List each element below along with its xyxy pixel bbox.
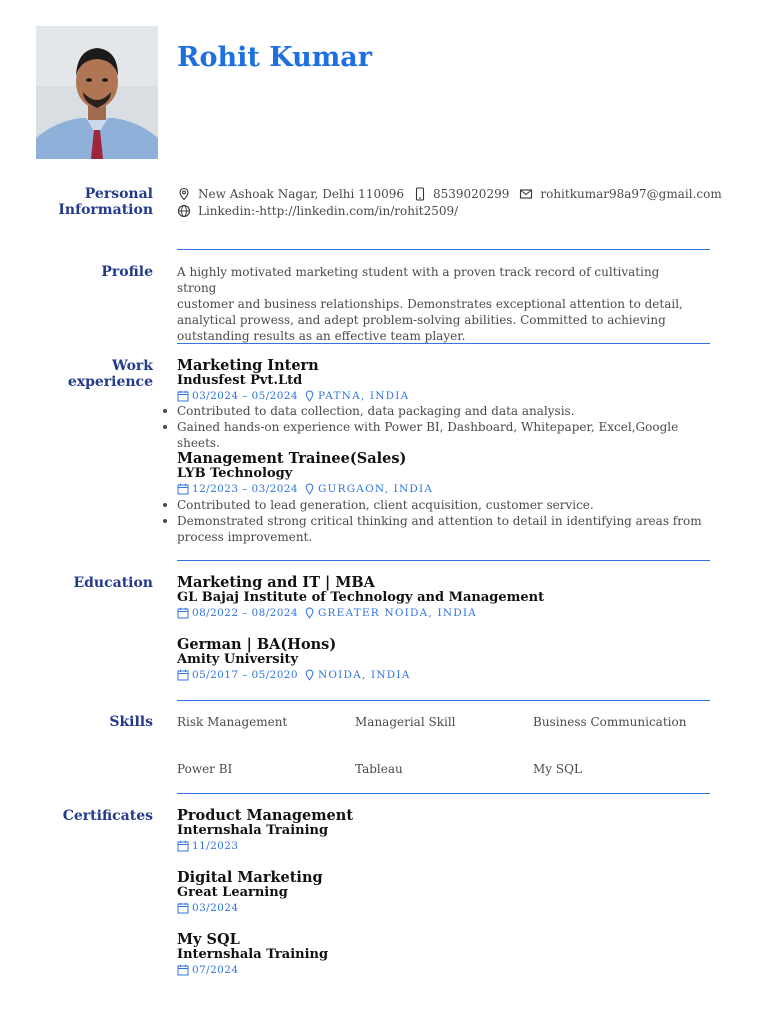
skill-item: Tableau: [355, 762, 403, 776]
section-label-work-line2: experience: [67, 374, 153, 390]
certificate-meta: [177, 839, 238, 853]
education-degree: Marketing and IT | MBA: [177, 574, 375, 591]
section-label-skills: Skills: [109, 714, 153, 730]
profile-line: analytical prowess, and adept problem-solving abilities. Committed to achieving: [177, 313, 666, 327]
section-label-personal: [58, 186, 153, 218]
section-label-certificates: Certificates: [62, 808, 153, 824]
skill-item: My SQL: [533, 762, 582, 776]
certificate-meta: [177, 901, 238, 915]
contact-line-1: [177, 186, 722, 202]
certificate-name: Digital Marketing: [177, 869, 323, 886]
certificate-issuer: Internshala Training: [177, 823, 329, 838]
globe-icon: [177, 204, 191, 218]
skill-item: Managerial Skill: [355, 715, 456, 729]
job-company: LYB Technology: [177, 466, 293, 481]
section-label-work-line1: Work: [112, 358, 153, 374]
profile-summary: [177, 264, 697, 344]
profile-line: customer and business relationships. Demonstrates exceptional attention to detail,: [177, 297, 683, 311]
section-divider: [177, 700, 710, 701]
section-divider: [177, 343, 710, 344]
list-item: Gained hands-on experience with Power BI, Dashboard, Whitepaper, Excel,Google sheets.: [163, 419, 703, 451]
section-label-education: Education: [73, 575, 153, 591]
calendar-icon: [177, 483, 189, 495]
job-dates: 12/2023 – 03/2024: [192, 483, 298, 495]
education-dates: 08/2022 – 08/2024: [192, 607, 298, 619]
linkedin-text: Linkedin:-http://linkedin.com/in/rohit2509/: [198, 204, 459, 218]
certificate-date: 11/2023: [192, 840, 239, 852]
profile-line: outstanding results as an effective team player.: [177, 329, 466, 343]
calendar-icon: [177, 607, 189, 619]
section-label-work: [68, 358, 153, 390]
list-item-continuation: process improvement.: [177, 530, 313, 544]
education-location: NOIDA, INDIA: [317, 669, 411, 681]
certificate-meta: [177, 963, 238, 977]
skill-item: Risk Management: [177, 715, 288, 729]
education-degree: German | BA(Hons): [177, 636, 337, 653]
job-location: PATNA, INDIA: [317, 390, 410, 402]
phone-text: 8539020299: [433, 187, 510, 201]
education-location: GREATER NOIDA, INDIA: [317, 607, 477, 619]
address-text: New Ashoak Nagar, Delhi 110096: [198, 187, 404, 201]
calendar-icon: [177, 964, 189, 976]
job-location: GURGAON, INDIA: [317, 483, 434, 495]
skill-item: Power BI: [177, 762, 233, 776]
list-item: Demonstrated strong critical thinking and attention to detail in identifying areas from: [163, 513, 703, 529]
section-divider: [177, 249, 710, 250]
location-pin-icon: [304, 669, 315, 681]
location-pin-icon: [177, 187, 191, 201]
job-meta: [177, 389, 409, 403]
profile-photo: [36, 26, 158, 159]
certificate-issuer: Great Learning: [177, 885, 288, 900]
resume-name: Rohit Kumar: [177, 42, 372, 73]
section-divider: [177, 793, 710, 794]
skill-item: Business Communication: [533, 715, 687, 729]
education-school: GL Bajaj Institute of Technology and Management: [177, 590, 545, 605]
calendar-icon: [177, 390, 189, 402]
job-title: Marketing Intern: [177, 357, 319, 374]
job-meta: [177, 482, 433, 496]
location-pin-icon: [304, 390, 315, 402]
job-dates: 03/2024 – 05/2024: [192, 390, 298, 402]
email-text: rohitkumar98a97@gmail.com: [540, 187, 722, 201]
certificate-date: 07/2024: [192, 964, 239, 976]
contact-line-2: [177, 203, 458, 219]
calendar-icon: [177, 840, 189, 852]
job-company: Indusfest Pvt.Ltd: [177, 373, 303, 388]
certificate-date: 03/2024: [192, 902, 239, 914]
section-label-personal-line1: Personal: [84, 186, 153, 202]
certificate-issuer: Internshala Training: [177, 947, 329, 962]
certificate-name: Product Management: [177, 807, 354, 824]
calendar-icon: [177, 669, 189, 681]
education-meta: [177, 606, 477, 620]
location-pin-icon: [304, 483, 315, 495]
profile-line: A highly motivated marketing student with a proven track record of cultivating strong: [177, 265, 660, 295]
section-label-personal-line2: Information: [58, 202, 153, 218]
location-pin-icon: [304, 607, 315, 619]
job-title: Management Trainee(Sales): [177, 450, 407, 467]
section-label-profile: Profile: [101, 264, 153, 280]
list-item: Contributed to data collection, data packaging and data analysis.: [163, 403, 703, 419]
education-dates: 05/2017 – 05/2020: [192, 669, 298, 681]
education-school: Amity University: [177, 652, 299, 667]
section-divider: [177, 560, 710, 561]
certificate-name: My SQL: [177, 931, 240, 948]
phone-icon: [414, 187, 426, 201]
calendar-icon: [177, 902, 189, 914]
mail-icon: [519, 187, 533, 201]
list-item: Contributed to lead generation, client acquisition, customer service.: [163, 497, 703, 513]
education-meta: [177, 668, 410, 682]
